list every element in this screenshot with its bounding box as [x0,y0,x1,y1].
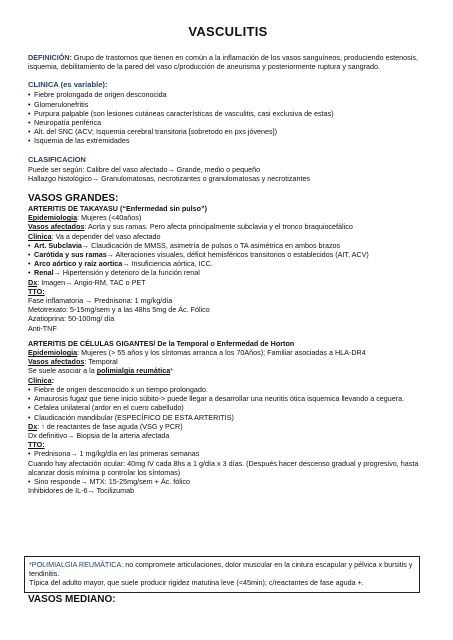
vasos-medianos-heading: VASOS MEDIANO: [28,594,116,605]
tto-line: Cuando hay afectación ocular: 40mg IV cada 8hs a 1 g/día x 3 días. (Después hacer descenso gradual y progresivo, hasta alcanzar dosis mínima p controlar los síntomas) [28,458,419,477]
list-item: • Fiebre prolongada de origen desconocida [28,90,428,99]
dx-label: Dx [28,421,38,431]
dx-text: : Imagen→ Angio-RM, TAC o PET [37,277,146,287]
asterisk: * [170,366,174,376]
horton-asociacion [28,366,428,375]
horton-vasos [28,357,428,366]
tto-line: Azatioprina: 50-100mg/ día [28,314,115,324]
colon: : [51,375,54,385]
note-line: Típica del adulto mayor, que suele producir rigidez matutina leve (<45min); c/reactantes de fase aguda +. [29,578,364,588]
tto-line: Metotrexato: 5-15mg/sem y a las 48hs 5mg de Ác. Fólico [28,305,210,315]
vasos-label: Vasos afectados [28,357,85,367]
vasos-text: : Aorta y sus ramas. Pero afecta principalmente subclavia y el tronco braquiocefálico [84,222,353,232]
definition-text: Grupo de trastornos que tienen en común a la inflamación de los vasos sanguíneos, produciendo estenosis, isquemia, debilitamiento de la pared del vaso c/producción de aneurisma y posteriormente ruptura y sangrado. [28,53,418,72]
list-item: • Isquemia de las extremidades [28,136,428,145]
takayasu-vasos [28,222,428,231]
epidemiologia-label: Epidemiologia [28,213,78,223]
list-item: • Neuropatía periférica [28,118,428,127]
bullet-bold: Renal→ [34,268,61,278]
horton-clinica [28,376,428,385]
list-item: • Alt. del SNC (ACV; Isquemia cerebral transitoria [sobretodo en pxs jóvenes]) [28,127,428,136]
page-title: VASCULITIS [188,24,268,39]
epidemiologia-label: Epidemiologia [28,348,78,358]
bullet-bold: Carótida y sus ramas→ [34,250,114,260]
horton-dx [28,422,428,431]
clasificacion-line: Puede ser según: Calibre del vaso afectado→ Grande, medio o pequeño [28,164,261,174]
list-item [28,241,428,250]
takayasu-clinica [28,232,428,241]
list-item [28,250,428,259]
bullet-text: Hipertensión y deterioro de la función renal [60,268,200,278]
note-label: *POLIMIALGIA REUMÁTICA: [29,560,124,569]
list-item: • Purpura palpable (son lesiones cutáneas características de vasculitis, casi exclusiva de estas) [28,109,428,118]
horton-bullets [28,385,428,422]
document-page [28,24,428,495]
clinica-list [28,90,428,145]
tto-line: Inhibidores de IL-6→ Tocilizumab [28,486,135,496]
definition-paragraph [28,53,428,71]
list-item: • Prednisona→ 1 mg/kg/día en las primeras semanas [28,449,428,458]
vasos-label: Vasos afectados [28,222,85,232]
list-item [28,268,428,277]
takayasu-tto-label: TTO: [28,286,45,296]
definition-label: DEFINICIÓN: [28,53,72,62]
note-line [29,560,415,578]
takayasu-dx [28,278,428,287]
tto-line: Fase inflamatoria → Prednisona: 1 mg/kg/día [28,296,173,306]
vasos-text: : Temporal [84,357,118,367]
list-item: • Fiebre de origen desconocido x un tiempo prolongado. [28,385,428,394]
clinica-text: : Va a depender del vaso afectado [51,231,161,241]
clinica-heading: CLINICA (es variable): [28,80,108,90]
list-item: • Claudicación mandibular (ESPECÍFICO DE ESTA ARTERITIS) [28,413,428,422]
bullet-text: Alteraciones visuales, déficit hemisféricos transitorios o establecidos (AIT, ACV) [113,250,369,260]
dx-label: Dx [28,277,38,287]
epidemiologia-text: : Mujeres (> 55 años y los síntomas arranca a los 70Años); Familiar asociadas a HLA-DR4 [77,348,366,358]
horton-tto-list-2 [28,477,428,486]
tto-line: Anti-TNF [28,323,57,333]
bullet-text: Insuficiencia aórtica, ICC. [129,259,213,269]
polimialgia-note-box [24,556,420,593]
dx-text: : ↑ de reactantes de fase aguda (VSG y PCR) [37,421,183,431]
horton-title: ARTERITIS DE CÉLULAS GIGANTES/ De la Temporal o Enfermedad de Horton [28,338,295,348]
polimialgia-ref: polimialgia reumática [96,366,171,376]
list-item: • Glomerulonefritis [28,100,428,109]
clinica-label: Clínica [28,375,52,385]
clasificacion-heading: CLASIFICACION [28,154,86,164]
bullet-bold: Art. Subclavia→ [34,240,90,250]
asociacion-text: Se suele asociar a la [28,366,97,376]
horton-tto-label: TTO: [28,440,45,450]
horton-dx-definitivo: Dx definitivo→ Biopsia de la arteria afectada [28,430,170,440]
bullet-bold: Arco aórtico y raíz aortica→ [34,259,130,269]
bullet-text: Claudicación de MMSS, asimetría de pulsos o TA asimétrica en ambos brazos [89,240,341,250]
note-text: no compromete articulaciones, dolor muscular en la cintura escapular y pélvica x bursitis y tendinitis. [29,560,413,579]
list-item: • Cefalea unilateral (ardor en el cuero cabelludo) [28,403,428,412]
clasificacion-line: Hallazgo histológico→ Granulomatosas, necrotizantes o granulomatosas y necrotizantes [28,173,311,183]
horton-epidemiologia [28,348,428,357]
clinica-label: Clínica [28,231,52,241]
list-item: • Amaurosis fugaz que tiene inicio súbito-> puede llegar a desarrollar una neuritis ótica isquemica llevando a ceguera. [28,394,428,403]
takayasu-epidemiologia [28,213,428,222]
takayasu-title: ARTERITIS DE TAKAYASU (“Enfermedad sin pulso”) [28,204,208,214]
list-item [28,259,428,268]
takayasu-bullets [28,241,428,278]
horton-tto-list-1 [28,449,428,458]
epidemiologia-text: : Mujeres (<40años) [77,213,142,223]
vasos-grandes-heading: VASOS GRANDES: [28,193,119,205]
list-item: • Sino responde→ MTX: 15-25mg/sem + Ác. fólico [28,477,428,486]
